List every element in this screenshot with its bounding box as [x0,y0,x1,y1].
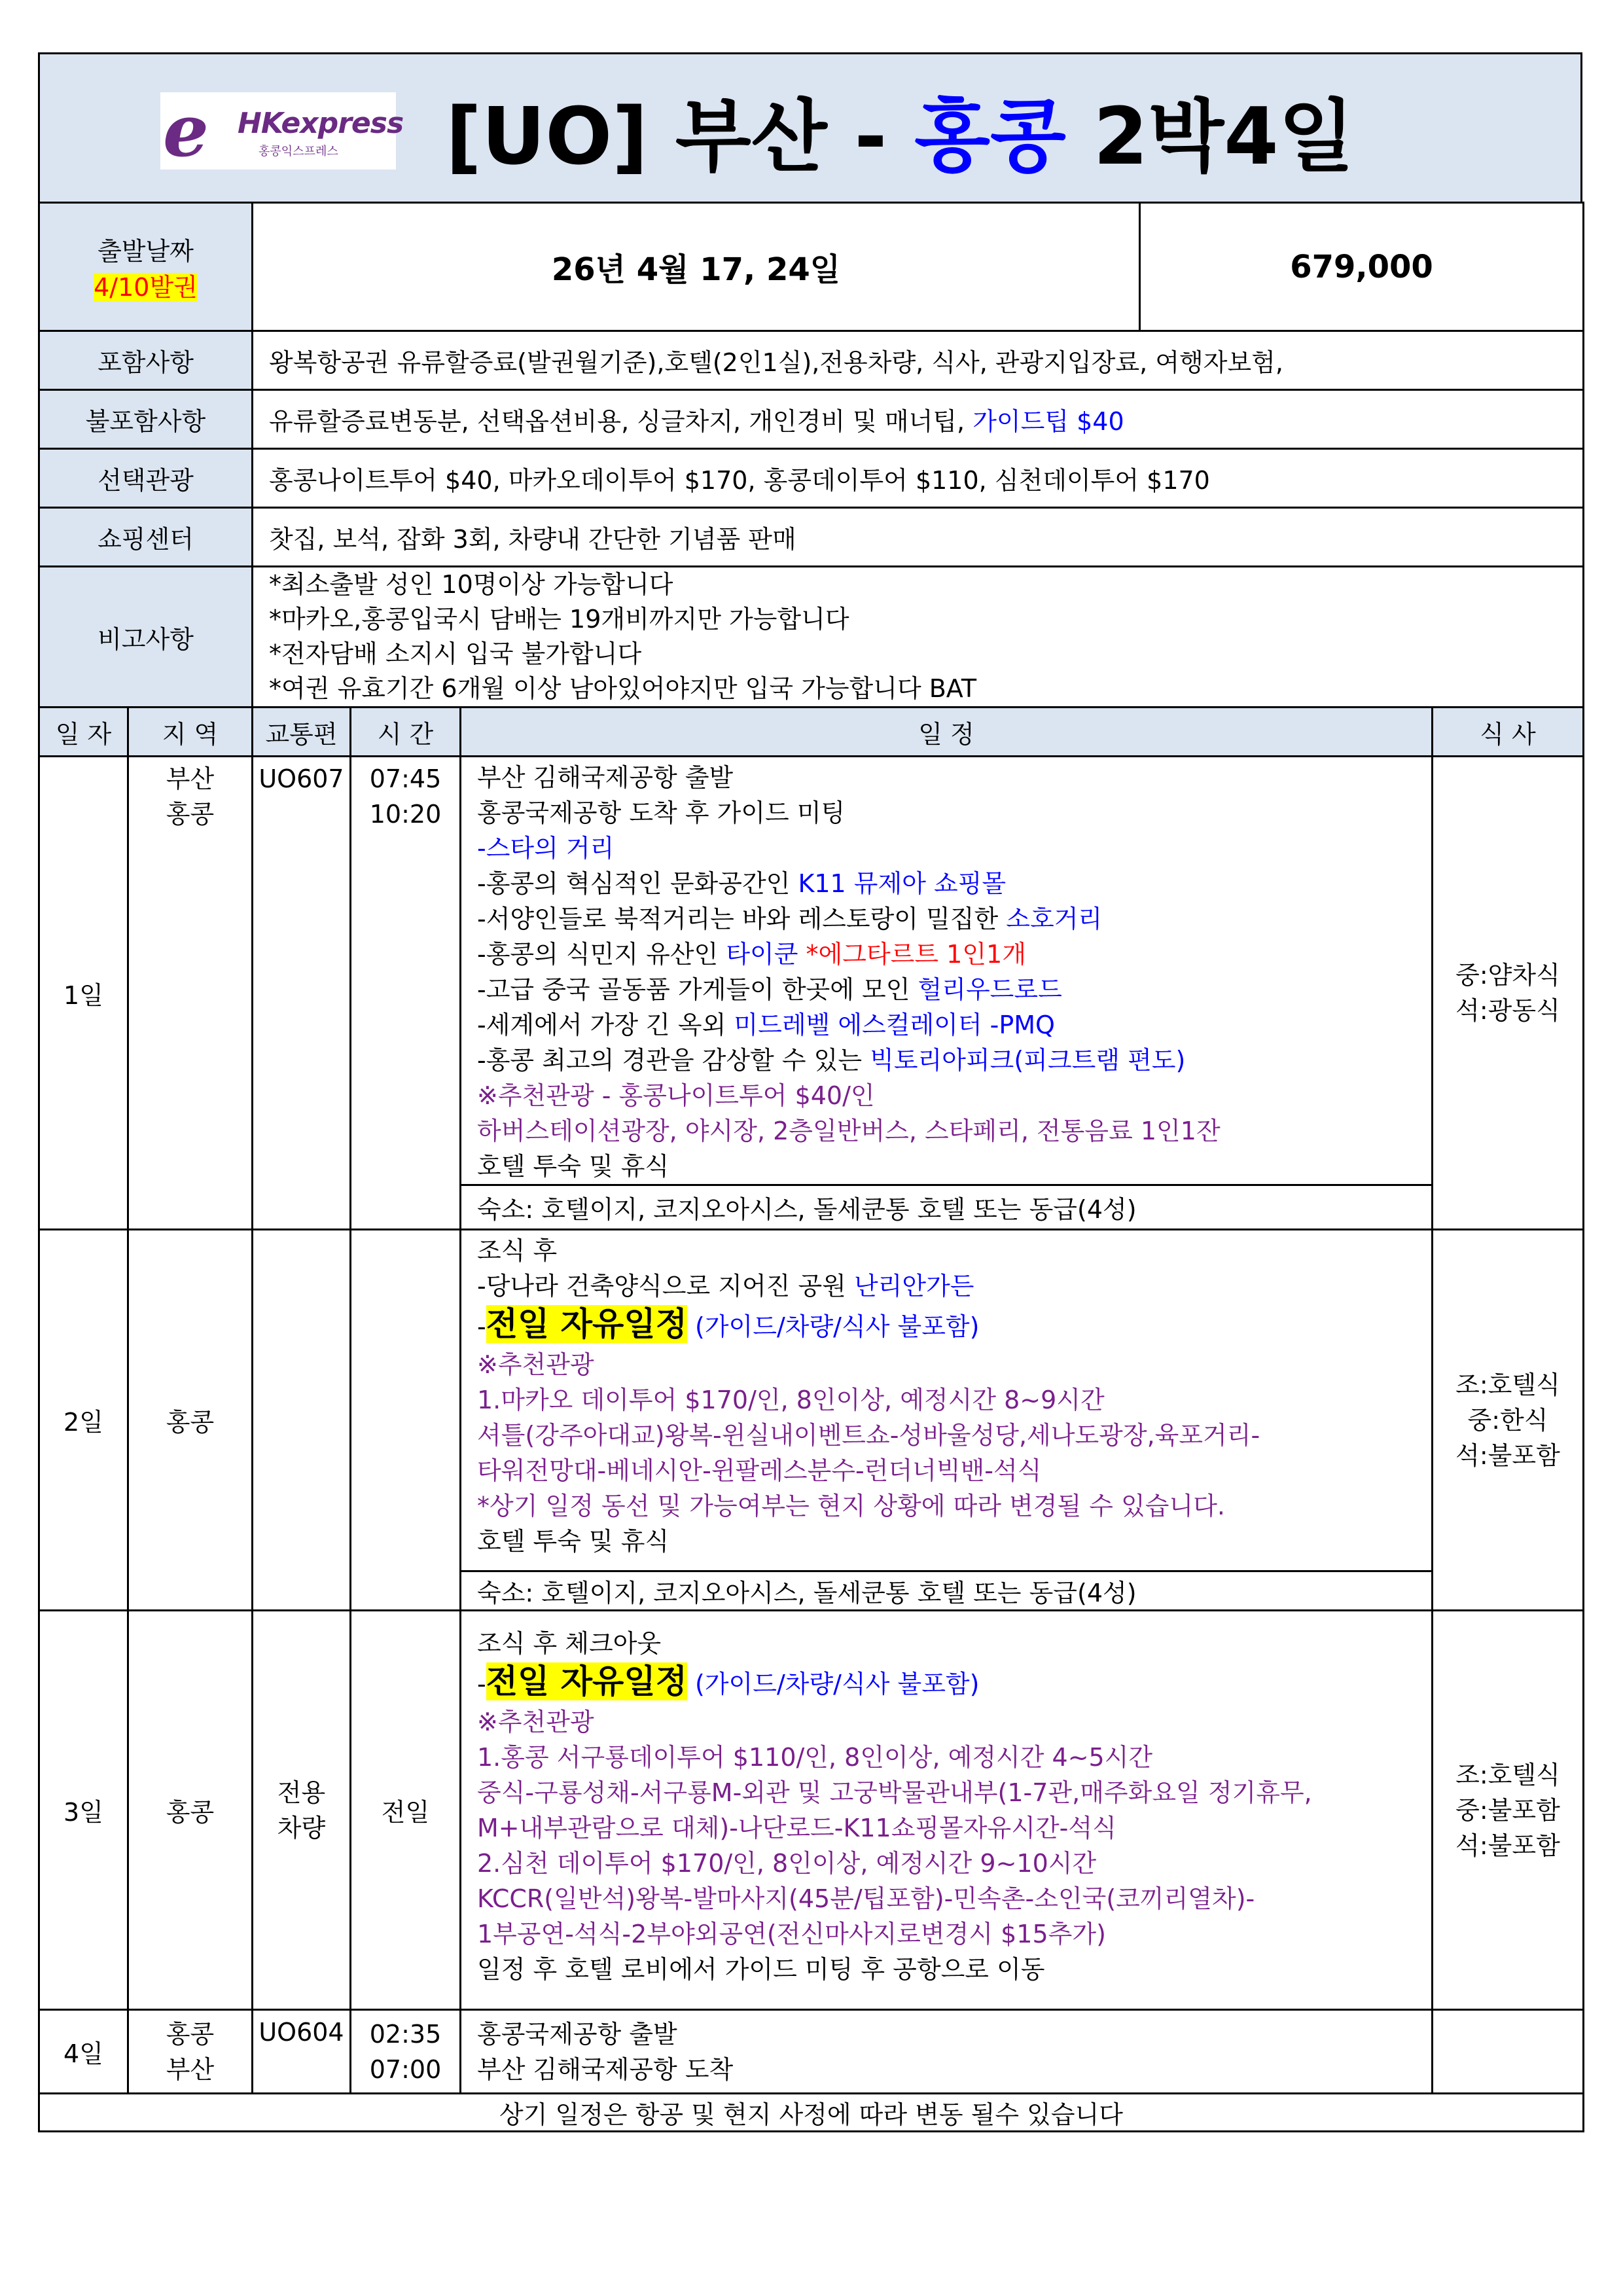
day3-meals: 조:호텔식 중:불포함 석:불포함 [1433,1611,1584,2010]
remark-line: *마카오,홍콩입국시 담배는 19개비까지만 가능합니다 [269,605,849,634]
title-prefix: [UO] 부산 - [446,92,915,183]
hkexpress-logo [160,88,404,173]
day3-time: 전일 [351,1611,461,2010]
remark-line: *여권 유효기간 6개월 이상 남아있어야지만 입국 가능합니다 BAT [269,674,977,703]
remarks-cell [253,567,1584,708]
day1-time: 07:45 10:20 [351,757,461,1230]
itinerary-sheet [38,52,1582,2132]
price-cell [1140,203,1584,331]
day4-region: 홍콩 부산 [128,2010,253,2094]
guide-tip: 가이드팁 $40 [972,407,1124,436]
footer-note: 상기 일정은 항공 및 현지 사정에 따라 변동 될수 있습니다 [39,2094,1584,2132]
info-text-excluded: 유류할증료변동분, 선택옵션비용, 싱글차지, 개인경비 및 매너팁, 가이드팁 $40 [253,390,1584,449]
header-time: 시 간 [351,708,461,757]
day1-meals: 중:얌차식 석:광동식 [1433,757,1584,1230]
day2-label: 2일 [39,1230,128,1611]
day3-region: 홍콩 [128,1611,253,2010]
info-table [38,202,1584,708]
day2-itinerary: 조식 후 -당나라 건축양식으로 지어진 공원 난리안가든 -전일 자유일정 (가이드/차량/식사 불포함) ※추천관광 1.마카오 데이투어 $170/인, 8인이상, 예정시간 8~9시간 셔틀(강주아대교)왕복-윈실내이벤트쇼-성바울성당,세나도광장,육포거리- 타워전망대-베네시안-윈팔레스분수-런더너빅밴-석식 *상기 일정 동선 및 가능여부는 현지 상황에 따라 변경될 수 있습니다. 호텔 투숙 및 휴식 [461,1230,1433,1571]
info-text-shopping: 찻집, 보석, 잡화 3회, 차량내 간단한 기념품 판매 [253,508,1584,567]
day2-region: 홍콩 [128,1230,253,1611]
header-meals: 식 사 [1433,708,1584,757]
day2-hotel: 숙소: 호텔이지, 코지오아시스, 돌세쿤통 호텔 또는 동급(4성) [461,1571,1433,1611]
title-suffix: 2박4일 [1065,92,1355,183]
departure-dates: 26년 4월 17, 24일 [551,251,841,288]
day4-row [39,2010,1584,2094]
departure-label: 출발날짜 [98,236,194,266]
day1-row [39,757,1584,1185]
header-transport: 교통편 [253,708,351,757]
schedule-header-row [39,708,1584,757]
day1-region: 부산 홍콩 [128,757,253,1230]
day1-flight: UO607 [253,757,351,1230]
header-itinerary: 일 정 [461,708,1433,757]
day4-flight: UO604 [253,2010,351,2094]
info-label-optional: 선택관광 [39,449,253,508]
departure-label-cell [39,203,253,331]
day3-row [39,1611,1584,2010]
info-label-shopping: 쇼핑센터 [39,508,253,567]
day1-label: 1일 [39,757,128,1230]
day2-time [351,1230,461,1611]
day4-meals [1433,2010,1584,2094]
day4-itinerary: 홍콩국제공항 출발 부산 김해국제공항 도착 [461,2010,1433,2094]
info-text-optional: 홍콩나이트투어 $40, 마카오데이투어 $170, 홍콩데이투어 $110, 심천데이투어 $170 [253,449,1584,508]
page-title [446,74,1355,187]
info-text-included: 왕복항공권 유류할증료(발권월기준),호텔(2인1실),전용차량, 식사, 관광지입장료, 여행자보험, [253,331,1584,390]
day1-itinerary: 부산 김해국제공항 출발 홍콩국제공항 도착 후 가이드 미팅 -스타의 거리 -홍콩의 혁심적인 문화공간인 K11 뮤제아 쇼핑몰 -서양인들로 북적거리는 바와 레스토랑이 밀집한 소호거리 -홍콩의 식민지 유산인 타이쿤 *에그타르트 1인1개 -고급 중국 골동품 가게들이 한곳에 모인 헐리우드로드 -세계에서 가장 긴 옥외 미드레벨 에스컬레이터 -PMQ -홍콩 최고의 경관을 감상할 수 있는 빅토리아피크(피크트램 편도) ※추천관광 - 홍콩나이트투어 $40/인 하버스테이션광장, 야시장, 2층일반버스, 스타페리, 전통음료 1인1잔 호텔 투숙 및 휴식 [461,757,1433,1185]
departure-dates-cell [253,203,1140,331]
remark-line: *전자담배 소지시 입국 불가합니다 [269,639,642,668]
title-table [38,52,1582,204]
logo-sub: 홍콩익스프레스 [259,145,338,158]
remark-line: *최소출발 성인 10명이상 가능합니다 [269,570,673,599]
info-label-included: 포함사항 [39,331,253,390]
title-cell [39,54,1582,203]
logo-name: HKexpress [238,107,404,140]
day4-label: 4일 [39,2010,128,2094]
day2-row [39,1230,1584,1571]
day3-itinerary: 조식 후 체크아웃 -전일 자유일정 (가이드/차량/식사 불포함) ※추천관광 1.홍콩 서구룡데이투어 $110/인, 8인이상, 예정시간 4~5시간 중식-구룡성채-서구룡M-외관 및 고궁박물관내부(1-7관,매주화요일 정기휴무, M+내부관람으로 대체)-나단로드-K11쇼핑몰자유시간-석식 2.심천 데이투어 $170/인, 8인이상, 예정시간 9~10시간 KCCR(일반석)왕복-발마사지(45분/팁포함)-민속촌-소인국(코끼리열차)- 1부공연-석식-2부야외공연(전신마사지로변경시 $15추가) 일정 후 호텔 로비에서 가이드 미팅 후 공항으로 이동 [461,1611,1433,2010]
schedule-table [38,706,1584,2132]
price: 679,000 [1290,248,1433,285]
info-label-excluded: 불포함사항 [39,390,253,449]
logo-e-icon: e [163,88,209,173]
header-day: 일 자 [39,708,128,757]
day2-transport [253,1230,351,1611]
remarks-label: 비고사항 [39,567,253,708]
day4-time: 02:35 07:00 [351,2010,461,2094]
header-region: 지 역 [128,708,253,757]
day2-meals: 조:호텔식 중:한식 석:불포함 [1433,1230,1584,1611]
title-destination: 홍콩 [914,92,1066,183]
day1-hotel: 숙소: 호텔이지, 코지오아시스, 돌세쿤통 호텔 또는 동급(4성) [461,1185,1433,1230]
day3-label: 3일 [39,1611,128,2010]
ticketing-date: 4/10발권 [94,272,198,302]
day3-transport: 전용 차량 [253,1611,351,2010]
